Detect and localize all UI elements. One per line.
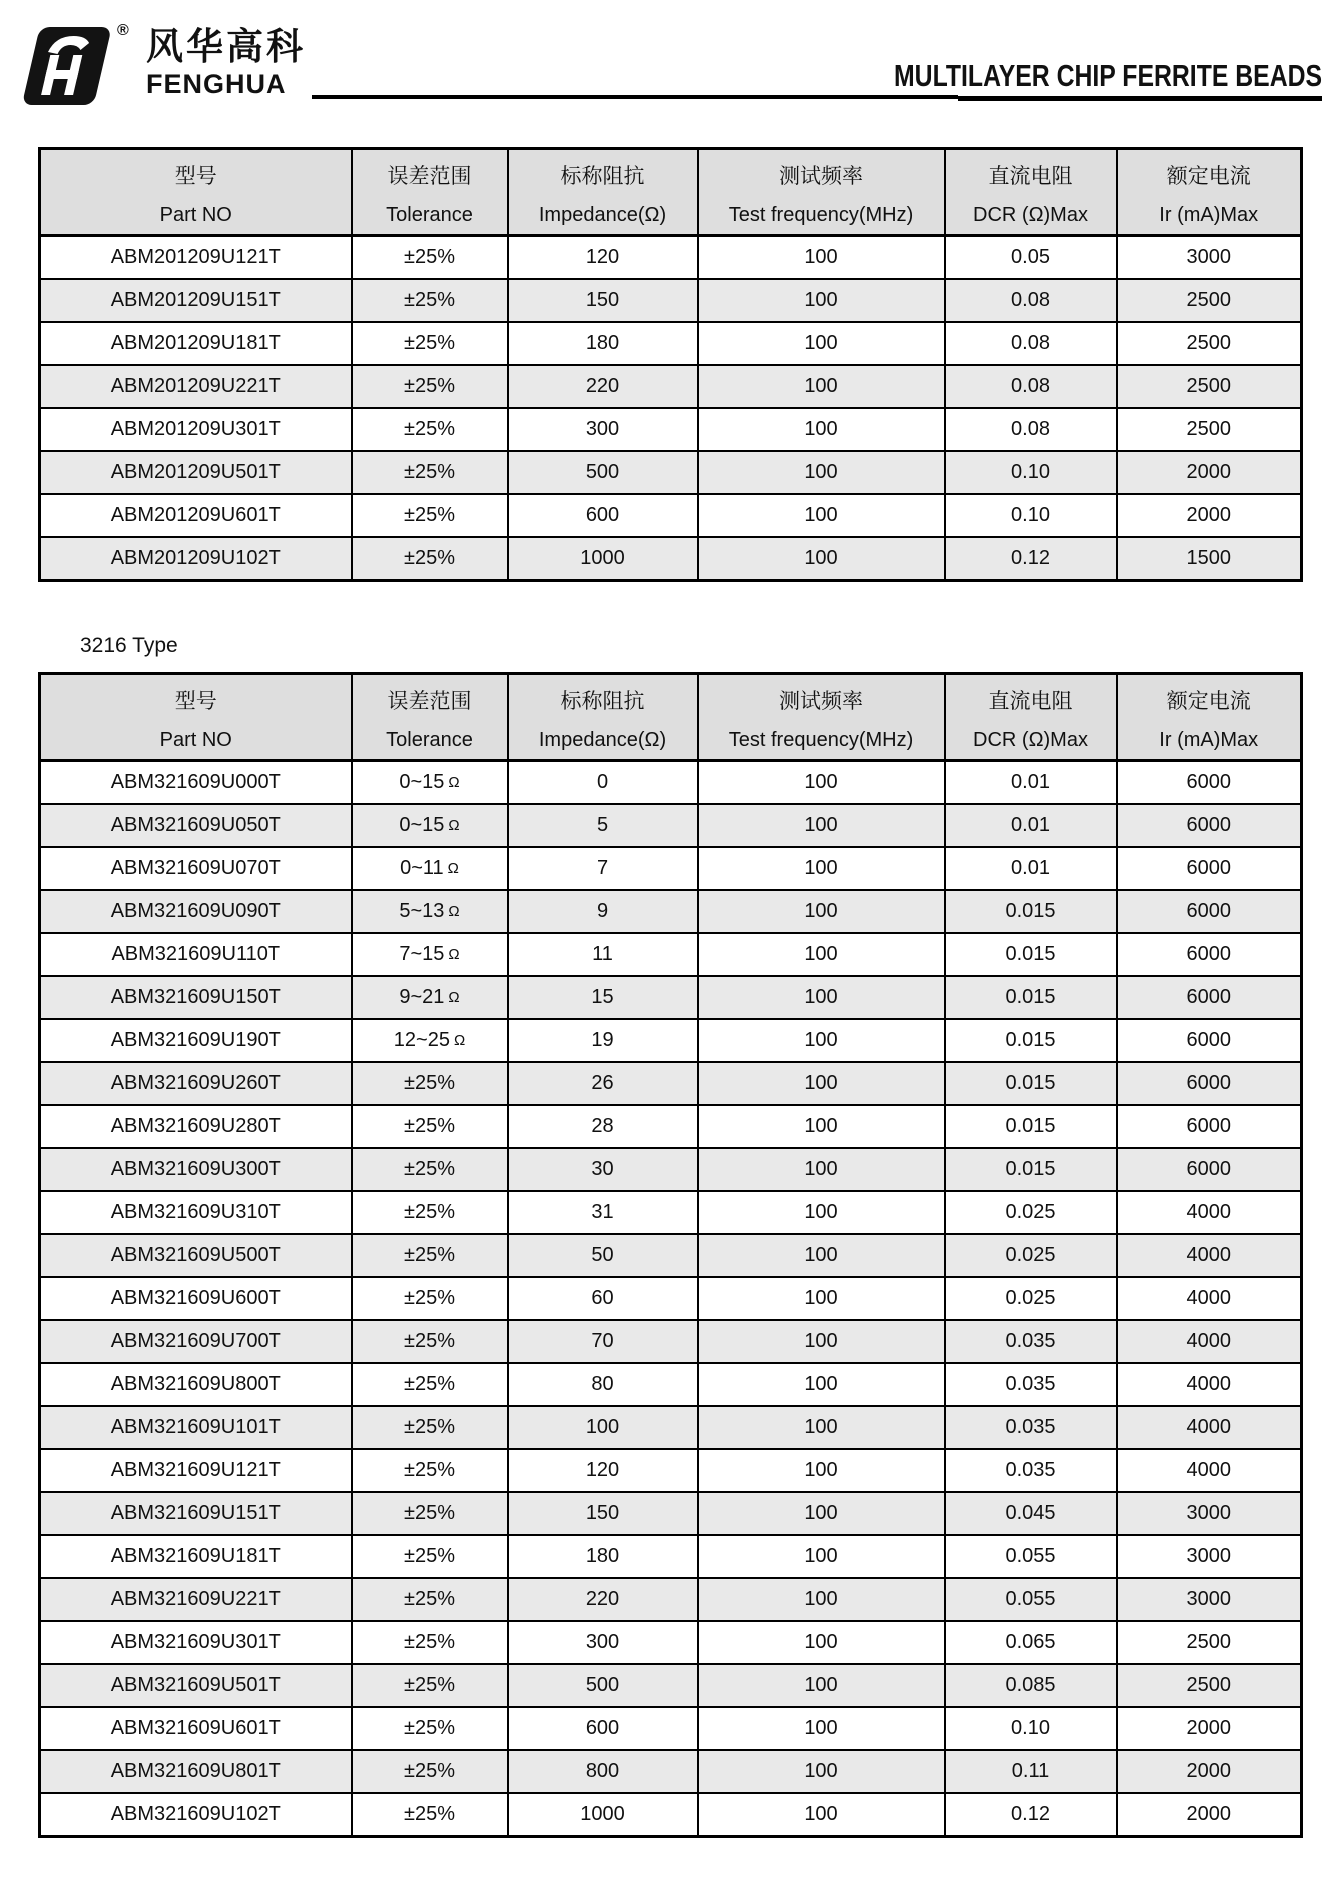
- column-header-cn: 标称阻抗: [560, 689, 645, 713]
- table-row: [40, 1449, 1302, 1492]
- value-cell: 0.01: [945, 804, 1117, 847]
- table-row: [40, 1578, 1302, 1621]
- part-no-cell: ABM321609U501T: [40, 1664, 352, 1707]
- value-cell: 4000: [1117, 1406, 1302, 1449]
- value-cell: 100: [698, 322, 945, 365]
- value-cell: 0.10: [945, 494, 1117, 537]
- column-header-cn: 额定电流: [1166, 689, 1251, 713]
- value-cell: 0~15 Ω: [352, 804, 508, 847]
- value-cell: 0.025: [945, 1191, 1117, 1234]
- value-cell: ±25%: [352, 1406, 508, 1449]
- part-no-cell: ABM321609U600T: [40, 1277, 352, 1320]
- value-cell: 0.015: [945, 933, 1117, 976]
- column-header-cn: 误差范围: [387, 164, 472, 188]
- value-cell: ±25%: [352, 408, 508, 451]
- header-row: [40, 674, 1302, 761]
- value-cell: 6000: [1117, 933, 1302, 976]
- table-row: [40, 451, 1302, 494]
- value-cell: 26: [508, 1062, 698, 1105]
- value-cell: ±25%: [352, 1062, 508, 1105]
- value-cell: 6000: [1117, 1148, 1302, 1191]
- column-header-tolerance: [352, 149, 508, 236]
- value-cell: 0.035: [945, 1406, 1117, 1449]
- value-cell: 6000: [1117, 1019, 1302, 1062]
- value-cell: 220: [508, 1578, 698, 1621]
- value-cell: 1000: [508, 1793, 698, 1837]
- value-cell: 100: [698, 1621, 945, 1664]
- value-cell: 1500: [1117, 537, 1302, 581]
- value-cell: ±25%: [352, 365, 508, 408]
- value-cell: 100: [698, 494, 945, 537]
- value-cell: 50: [508, 1234, 698, 1277]
- table-row: [40, 1363, 1302, 1406]
- value-cell: 120: [508, 1449, 698, 1492]
- value-cell: 4000: [1117, 1277, 1302, 1320]
- table-row: [40, 1793, 1302, 1837]
- value-cell: 6000: [1117, 976, 1302, 1019]
- part-no-cell: ABM321609U301T: [40, 1621, 352, 1664]
- value-cell: 100: [698, 1019, 945, 1062]
- value-cell: ±25%: [352, 1793, 508, 1837]
- part-no-cell: ABM321609U150T: [40, 976, 352, 1019]
- value-cell: 0.12: [945, 1793, 1117, 1837]
- table-row: [40, 494, 1302, 537]
- value-cell: 0.12: [945, 537, 1117, 581]
- brand-block: [146, 28, 306, 100]
- value-cell: 2500: [1117, 365, 1302, 408]
- value-cell: 100: [698, 1277, 945, 1320]
- value-cell: 120: [508, 236, 698, 280]
- value-cell: 300: [508, 1621, 698, 1664]
- part-no-cell: ABM321609U000T: [40, 761, 352, 805]
- table-row: [40, 890, 1302, 933]
- table-row: [40, 1191, 1302, 1234]
- value-cell: 100: [698, 976, 945, 1019]
- value-cell: 2500: [1117, 1664, 1302, 1707]
- value-cell: ±25%: [352, 494, 508, 537]
- column-header-cn: 标称阻抗: [560, 164, 645, 188]
- part-no-cell: ABM201209U221T: [40, 365, 352, 408]
- value-cell: 500: [508, 451, 698, 494]
- column-header-en: Part NO: [159, 728, 232, 751]
- value-cell: 2000: [1117, 1793, 1302, 1837]
- value-cell: 100: [698, 236, 945, 280]
- value-cell: 2500: [1117, 408, 1302, 451]
- table-row: [40, 322, 1302, 365]
- value-cell: 100: [698, 1105, 945, 1148]
- part-no-cell: ABM321609U110T: [40, 933, 352, 976]
- value-cell: 0.10: [945, 1707, 1117, 1750]
- value-cell: ±25%: [352, 322, 508, 365]
- value-cell: 3000: [1117, 1492, 1302, 1535]
- column-header-cn: 测试频率: [779, 689, 863, 713]
- value-cell: 100: [698, 847, 945, 890]
- column-header-rated-current: [1117, 149, 1302, 236]
- value-cell: 0.05: [945, 236, 1117, 280]
- value-cell: 100: [698, 1750, 945, 1793]
- value-cell: 5: [508, 804, 698, 847]
- table-row: [40, 1234, 1302, 1277]
- value-cell: 0.025: [945, 1234, 1117, 1277]
- value-cell: 100: [698, 1234, 945, 1277]
- header-divider: [958, 96, 1322, 101]
- table-row: [40, 1707, 1302, 1750]
- value-cell: 100: [698, 451, 945, 494]
- registered-trademark-icon: ®: [117, 22, 129, 39]
- value-cell: 2500: [1117, 279, 1302, 322]
- value-cell: 3000: [1117, 1578, 1302, 1621]
- value-cell: ±25%: [352, 1148, 508, 1191]
- value-cell: 2000: [1117, 1707, 1302, 1750]
- part-no-cell: ABM201209U181T: [40, 322, 352, 365]
- value-cell: 6000: [1117, 804, 1302, 847]
- column-header-en: DCR (Ω)Max: [973, 203, 1088, 226]
- table-row: [40, 847, 1302, 890]
- value-cell: 100: [698, 1406, 945, 1449]
- column-header-en: Part NO: [159, 203, 232, 226]
- value-cell: 5~13 Ω: [352, 890, 508, 933]
- value-cell: ±25%: [352, 1277, 508, 1320]
- value-cell: 100: [698, 1793, 945, 1837]
- value-cell: ±25%: [352, 451, 508, 494]
- value-cell: 100: [698, 537, 945, 581]
- table-row: [40, 976, 1302, 1019]
- part-no-cell: ABM321609U050T: [40, 804, 352, 847]
- value-cell: 600: [508, 494, 698, 537]
- value-cell: 100: [698, 1535, 945, 1578]
- brand-name-cn: 风华高科: [146, 26, 306, 67]
- value-cell: 800: [508, 1750, 698, 1793]
- header-divider: [312, 95, 958, 99]
- value-cell: 100: [698, 1320, 945, 1363]
- value-cell: 0~15 Ω: [352, 761, 508, 805]
- column-header-test-frequency: [698, 149, 945, 236]
- column-header-en: DCR (Ω)Max: [973, 728, 1088, 751]
- value-cell: 0.01: [945, 761, 1117, 805]
- column-header-en: Ir (mA)Max: [1159, 728, 1259, 751]
- table-row: [40, 537, 1302, 581]
- table-row: [40, 1535, 1302, 1578]
- value-cell: 2000: [1117, 494, 1302, 537]
- value-cell: 4000: [1117, 1234, 1302, 1277]
- value-cell: 0.035: [945, 1449, 1117, 1492]
- value-cell: ±25%: [352, 1707, 508, 1750]
- column-header-en: Tolerance: [386, 203, 473, 226]
- section-label-3216-type: 3216 Type: [80, 634, 178, 657]
- value-cell: 300: [508, 408, 698, 451]
- value-cell: ±25%: [352, 1621, 508, 1664]
- value-cell: 100: [698, 279, 945, 322]
- column-header-part-no: [40, 149, 352, 236]
- part-no-cell: ABM321609U221T: [40, 1578, 352, 1621]
- value-cell: 0.01: [945, 847, 1117, 890]
- value-cell: 100: [698, 1707, 945, 1750]
- value-cell: ±25%: [352, 1234, 508, 1277]
- value-cell: 4000: [1117, 1449, 1302, 1492]
- value-cell: 70: [508, 1320, 698, 1363]
- value-cell: 0.08: [945, 408, 1117, 451]
- value-cell: 180: [508, 1535, 698, 1578]
- value-cell: 2000: [1117, 1750, 1302, 1793]
- value-cell: 0.055: [945, 1535, 1117, 1578]
- value-cell: 100: [698, 804, 945, 847]
- column-header-cn: 额定电流: [1166, 164, 1251, 188]
- value-cell: 0.035: [945, 1320, 1117, 1363]
- part-no-cell: ABM201209U301T: [40, 408, 352, 451]
- value-cell: 0.085: [945, 1664, 1117, 1707]
- part-no-cell: ABM321609U280T: [40, 1105, 352, 1148]
- value-cell: 15: [508, 976, 698, 1019]
- value-cell: ±25%: [352, 1449, 508, 1492]
- table-row: [40, 1062, 1302, 1105]
- document-title: MULTILAYER CHIP FERRITE BEADS: [893, 58, 1322, 93]
- value-cell: 100: [698, 1664, 945, 1707]
- value-cell: 0.11: [945, 1750, 1117, 1793]
- part-no-cell: ABM321609U601T: [40, 1707, 352, 1750]
- value-cell: 2500: [1117, 1621, 1302, 1664]
- part-no-cell: ABM201209U501T: [40, 451, 352, 494]
- value-cell: 100: [698, 1363, 945, 1406]
- value-cell: ±25%: [352, 1664, 508, 1707]
- value-cell: 1000: [508, 537, 698, 581]
- value-cell: 220: [508, 365, 698, 408]
- value-cell: ±25%: [352, 1750, 508, 1793]
- table-row: [40, 1277, 1302, 1320]
- value-cell: 100: [698, 408, 945, 451]
- value-cell: ±25%: [352, 1191, 508, 1234]
- ohm-unit: Ω: [448, 903, 460, 920]
- ohm-unit: Ω: [447, 860, 459, 877]
- column-header-impedance: [508, 149, 698, 236]
- table-row: [40, 804, 1302, 847]
- value-cell: 0: [508, 761, 698, 805]
- table-row: [40, 1320, 1302, 1363]
- value-cell: 4000: [1117, 1320, 1302, 1363]
- column-header-cn: 型号: [174, 689, 217, 713]
- value-cell: 7~15 Ω: [352, 933, 508, 976]
- ohm-unit: Ω: [448, 774, 460, 791]
- ferrite-beads-table-2012: [38, 147, 1303, 582]
- part-no-cell: ABM201209U121T: [40, 236, 352, 280]
- table-row: [40, 365, 1302, 408]
- value-cell: 6000: [1117, 890, 1302, 933]
- value-cell: ±25%: [352, 236, 508, 280]
- value-cell: 0.015: [945, 1148, 1117, 1191]
- column-header-tolerance: [352, 674, 508, 761]
- part-no-cell: ABM201209U601T: [40, 494, 352, 537]
- part-no-cell: ABM321609U700T: [40, 1320, 352, 1363]
- value-cell: 4000: [1117, 1363, 1302, 1406]
- value-cell: 0.035: [945, 1363, 1117, 1406]
- value-cell: 6000: [1117, 847, 1302, 890]
- value-cell: 0~11 Ω: [352, 847, 508, 890]
- value-cell: 0.015: [945, 1019, 1117, 1062]
- column-header-cn: 直流电阻: [988, 164, 1073, 188]
- column-header-rated-current: [1117, 674, 1302, 761]
- ferrite-beads-table-3216: [38, 672, 1303, 1838]
- column-header-part-no: [40, 674, 352, 761]
- value-cell: 150: [508, 279, 698, 322]
- value-cell: 31: [508, 1191, 698, 1234]
- fenghua-logo-icon: [22, 26, 116, 106]
- value-cell: 6000: [1117, 1062, 1302, 1105]
- column-header-en: Ir (mA)Max: [1159, 203, 1259, 226]
- column-header-cn: 型号: [174, 164, 217, 188]
- value-cell: ±25%: [352, 1578, 508, 1621]
- value-cell: ±25%: [352, 537, 508, 581]
- part-no-cell: ABM201209U102T: [40, 537, 352, 581]
- header-row: [40, 149, 1302, 236]
- value-cell: 100: [698, 1578, 945, 1621]
- table-row: [40, 1406, 1302, 1449]
- part-no-cell: ABM321609U310T: [40, 1191, 352, 1234]
- table-row: [40, 1621, 1302, 1664]
- value-cell: 0.08: [945, 322, 1117, 365]
- part-no-cell: ABM321609U260T: [40, 1062, 352, 1105]
- value-cell: 100: [508, 1406, 698, 1449]
- table-row: [40, 761, 1302, 805]
- value-cell: 0.08: [945, 279, 1117, 322]
- table-row: [40, 1148, 1302, 1191]
- value-cell: 100: [698, 761, 945, 805]
- part-no-cell: ABM321609U151T: [40, 1492, 352, 1535]
- column-header-en: Impedance(Ω): [538, 203, 667, 226]
- value-cell: 0.015: [945, 976, 1117, 1019]
- value-cell: 100: [698, 1062, 945, 1105]
- part-no-cell: ABM321609U190T: [40, 1019, 352, 1062]
- column-header-dcr: [945, 674, 1117, 761]
- value-cell: 9~21 Ω: [352, 976, 508, 1019]
- table-row: [40, 1492, 1302, 1535]
- table-row: [40, 279, 1302, 322]
- column-header-impedance: [508, 674, 698, 761]
- part-no-cell: ABM321609U500T: [40, 1234, 352, 1277]
- table-row: [40, 933, 1302, 976]
- value-cell: 100: [698, 1492, 945, 1535]
- value-cell: 100: [698, 1191, 945, 1234]
- value-cell: 0.065: [945, 1621, 1117, 1664]
- part-no-cell: ABM321609U300T: [40, 1148, 352, 1191]
- table-row: [40, 1750, 1302, 1793]
- value-cell: 0.08: [945, 365, 1117, 408]
- value-cell: 80: [508, 1363, 698, 1406]
- value-cell: 100: [698, 1148, 945, 1191]
- value-cell: 0.045: [945, 1492, 1117, 1535]
- part-no-cell: ABM321609U090T: [40, 890, 352, 933]
- column-header-en: Test frequency(MHz): [728, 728, 914, 751]
- value-cell: 12~25 Ω: [352, 1019, 508, 1062]
- value-cell: 9: [508, 890, 698, 933]
- value-cell: 11: [508, 933, 698, 976]
- column-header-test-frequency: [698, 674, 945, 761]
- value-cell: 0.10: [945, 451, 1117, 494]
- value-cell: 6000: [1117, 1105, 1302, 1148]
- value-cell: 3000: [1117, 1535, 1302, 1578]
- value-cell: 7: [508, 847, 698, 890]
- value-cell: 2500: [1117, 322, 1302, 365]
- part-no-cell: ABM321609U800T: [40, 1363, 352, 1406]
- value-cell: 0.055: [945, 1578, 1117, 1621]
- value-cell: 500: [508, 1664, 698, 1707]
- value-cell: ±25%: [352, 1320, 508, 1363]
- value-cell: 0.015: [945, 1105, 1117, 1148]
- table-row: [40, 1105, 1302, 1148]
- value-cell: 0.015: [945, 1062, 1117, 1105]
- value-cell: ±25%: [352, 1492, 508, 1535]
- table-row: [40, 1019, 1302, 1062]
- part-no-cell: ABM321609U801T: [40, 1750, 352, 1793]
- brand-name-en: FENGHUA: [146, 68, 287, 99]
- table-row: [40, 1664, 1302, 1707]
- value-cell: 19: [508, 1019, 698, 1062]
- value-cell: 6000: [1117, 761, 1302, 805]
- column-header-cn: 测试频率: [779, 164, 863, 188]
- value-cell: 100: [698, 1449, 945, 1492]
- value-cell: 600: [508, 1707, 698, 1750]
- column-header-en: Test frequency(MHz): [728, 203, 914, 226]
- value-cell: ±25%: [352, 279, 508, 322]
- value-cell: 4000: [1117, 1191, 1302, 1234]
- value-cell: 60: [508, 1277, 698, 1320]
- table-row: [40, 408, 1302, 451]
- part-no-cell: ABM321609U121T: [40, 1449, 352, 1492]
- value-cell: ±25%: [352, 1105, 508, 1148]
- ohm-unit: Ω: [453, 1032, 466, 1049]
- value-cell: 100: [698, 933, 945, 976]
- value-cell: 2000: [1117, 451, 1302, 494]
- part-no-cell: ABM201209U151T: [40, 279, 352, 322]
- part-no-cell: ABM321609U181T: [40, 1535, 352, 1578]
- column-header-cn: 直流电阻: [988, 689, 1073, 713]
- column-header-en: Tolerance: [386, 728, 473, 751]
- value-cell: 100: [698, 365, 945, 408]
- part-no-cell: ABM321609U102T: [40, 1793, 352, 1837]
- table-row: [40, 236, 1302, 280]
- value-cell: 28: [508, 1105, 698, 1148]
- part-no-cell: ABM321609U101T: [40, 1406, 352, 1449]
- column-header-dcr: [945, 149, 1117, 236]
- value-cell: 150: [508, 1492, 698, 1535]
- value-cell: ±25%: [352, 1363, 508, 1406]
- column-header-en: Impedance(Ω): [538, 728, 667, 751]
- value-cell: 0.015: [945, 890, 1117, 933]
- ohm-unit: Ω: [448, 817, 460, 834]
- value-cell: 0.025: [945, 1277, 1117, 1320]
- value-cell: 30: [508, 1148, 698, 1191]
- value-cell: 180: [508, 322, 698, 365]
- value-cell: 3000: [1117, 236, 1302, 280]
- value-cell: 100: [698, 890, 945, 933]
- part-no-cell: ABM321609U070T: [40, 847, 352, 890]
- column-header-cn: 误差范围: [387, 689, 472, 713]
- ohm-unit: Ω: [448, 989, 460, 1006]
- value-cell: ±25%: [352, 1535, 508, 1578]
- ohm-unit: Ω: [448, 946, 460, 963]
